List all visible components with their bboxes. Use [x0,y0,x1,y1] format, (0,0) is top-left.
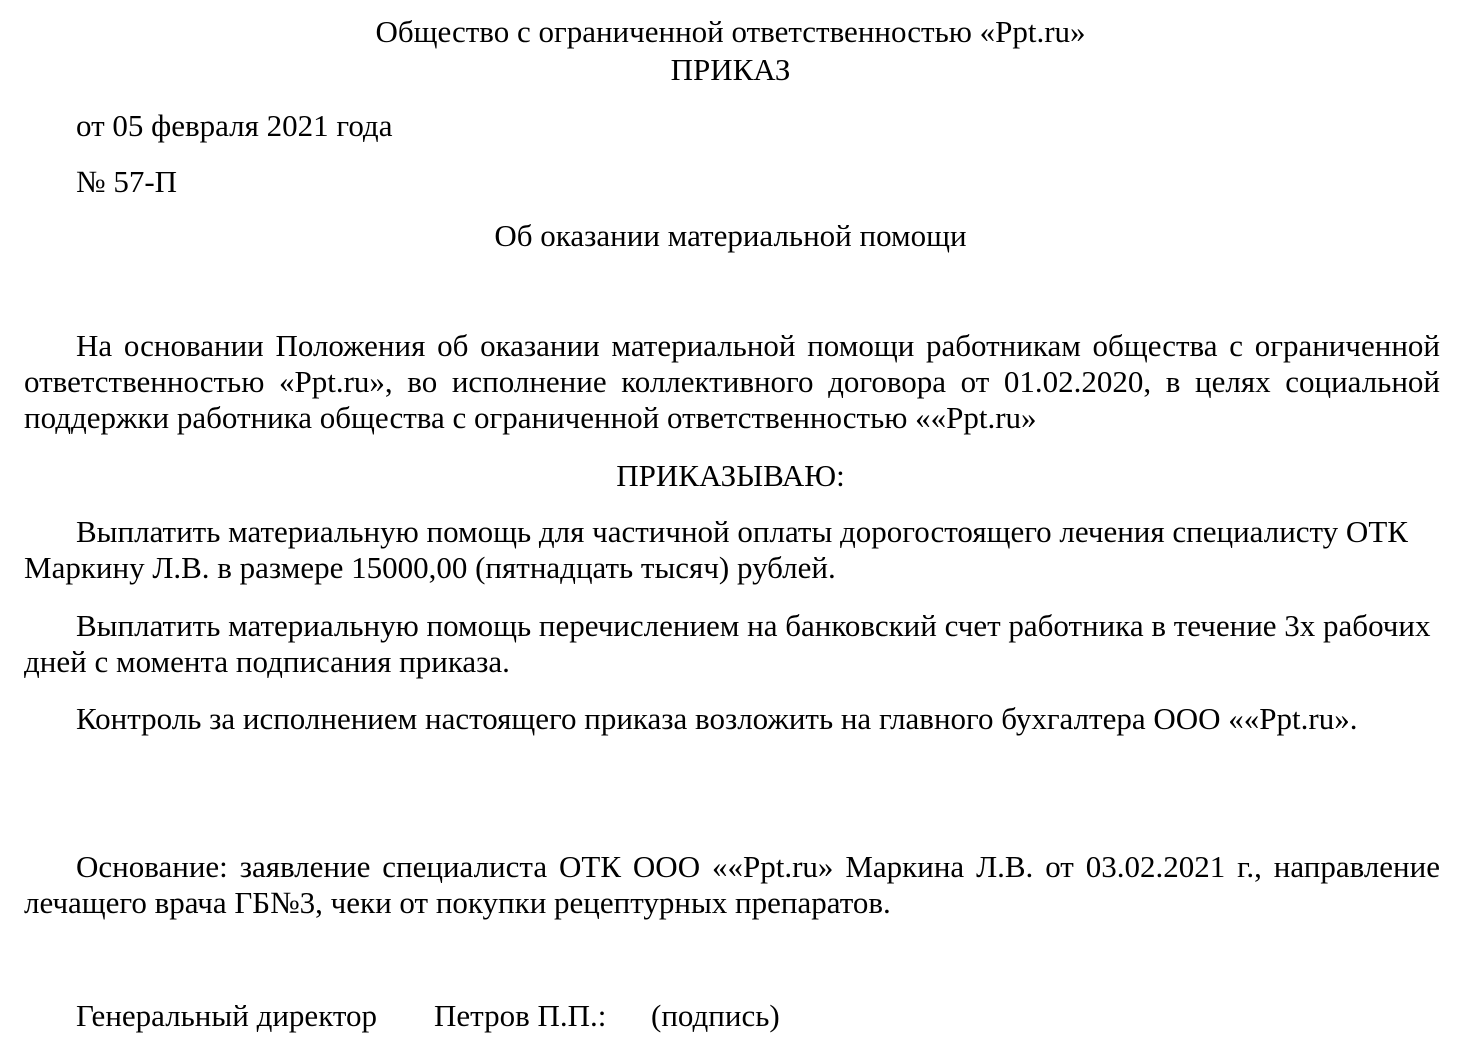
order-item-3: Контроль за исполнением настоящего приказа возложить на главного бухгалтера ООО ««Ppt.ru». [76,701,1358,736]
order-item-1: Выплатить материальную помощь для частичной оплаты дорогостоящего лечения специалисту ОТК Маркину Л.В. в размере 15000,00 (пятнадцать тысяч) рублей. [24,514,1408,585]
order-word: ПРИКАЗЫВАЮ: [616,458,845,493]
signature-name: Петров П.П.: [434,998,607,1033]
order-date: от 05 февраля 2021 года [76,108,393,143]
signature-placeholder: (подпись) [651,998,780,1033]
organization-name: Общество с ограниченной ответственностью «Ppt.ru» [375,14,1086,49]
document-type-title: ПРИКАЗ [670,52,791,87]
order-number: № 57-П [76,164,178,199]
signature-position: Генеральный директор [76,998,377,1033]
order-subject: Об оказании материальной помощи [494,218,967,253]
preamble-paragraph: На основании Положения об оказании материальной помощи работникам общества с ограниченной ответственностью «Ppt.ru», во исполнение коллективного договора от 01.02.2020, в целях социальной поддержки работника общества с ограниченной ответственностью ««Ppt.ru» [24,328,1440,435]
basis-paragraph: Основание: заявление специалиста ОТК ООО ««Ppt.ru» Маркина Л.В. от 03.02.2021 г., направление лечащего врача ГБ№3, чеки от покупки рецептурных препаратов. [24,849,1440,920]
order-item-2: Выплатить материальную помощь перечислением на банковский счет работника в течение 3х рабочих дней с момента подписания приказа. [24,608,1431,679]
